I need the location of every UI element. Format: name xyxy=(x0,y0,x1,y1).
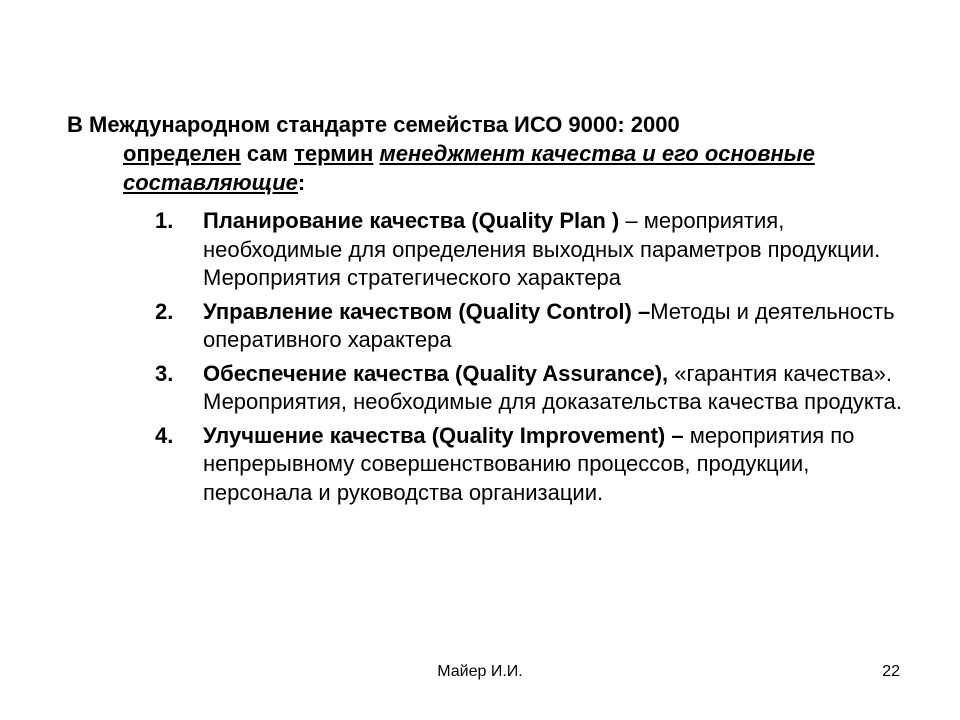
intro-concept: менеджмент качества и его основные составляющие xyxy=(123,141,815,195)
item-number: 3. xyxy=(155,360,174,386)
item-separator: – xyxy=(619,208,644,233)
intro-paragraph xyxy=(67,110,827,197)
intro-lead: В Международном стандарте семейства ИСО 9000: 2000 xyxy=(67,112,680,137)
item-number: 2. xyxy=(155,298,174,324)
intro-defined: определен xyxy=(123,141,241,166)
footer-author: Майер И.И. xyxy=(437,663,523,680)
intro-term: термин xyxy=(294,141,374,166)
item-text: мероприятия, необходимые для определения выходных параметров продукции. Мероприятия стратегического характера xyxy=(203,208,881,290)
page-number: 22 xyxy=(882,663,900,680)
list-item xyxy=(155,298,915,355)
list-item xyxy=(155,207,915,293)
item-title: Обеспечение качества (Quality Assurance), xyxy=(203,360,669,386)
item-number: 1. xyxy=(155,208,174,233)
quality-components-list xyxy=(155,207,915,512)
item-title: Улучшение качества (Quality Improvement) – xyxy=(203,422,684,448)
item-title: Управление качеством (Quality Control) – xyxy=(203,298,651,324)
item-number: 4. xyxy=(155,422,174,448)
list-item xyxy=(155,360,915,417)
item-text: Методы и деятельность оперативного характера xyxy=(203,298,895,352)
intro-continuation xyxy=(67,139,827,197)
item-title: Планирование качества (Quality Plan ) xyxy=(203,208,620,233)
item-text: «гарантия качества». Мероприятия, необходимые для доказательства качества продукта. xyxy=(203,360,902,414)
intro-sam: сам xyxy=(240,141,295,166)
item-text: мероприятия по непрерывному совершенствованию процессов, продукции, персонала и руководства организации. xyxy=(203,422,855,505)
intro-colon: : xyxy=(297,170,306,195)
list-item xyxy=(155,422,915,508)
